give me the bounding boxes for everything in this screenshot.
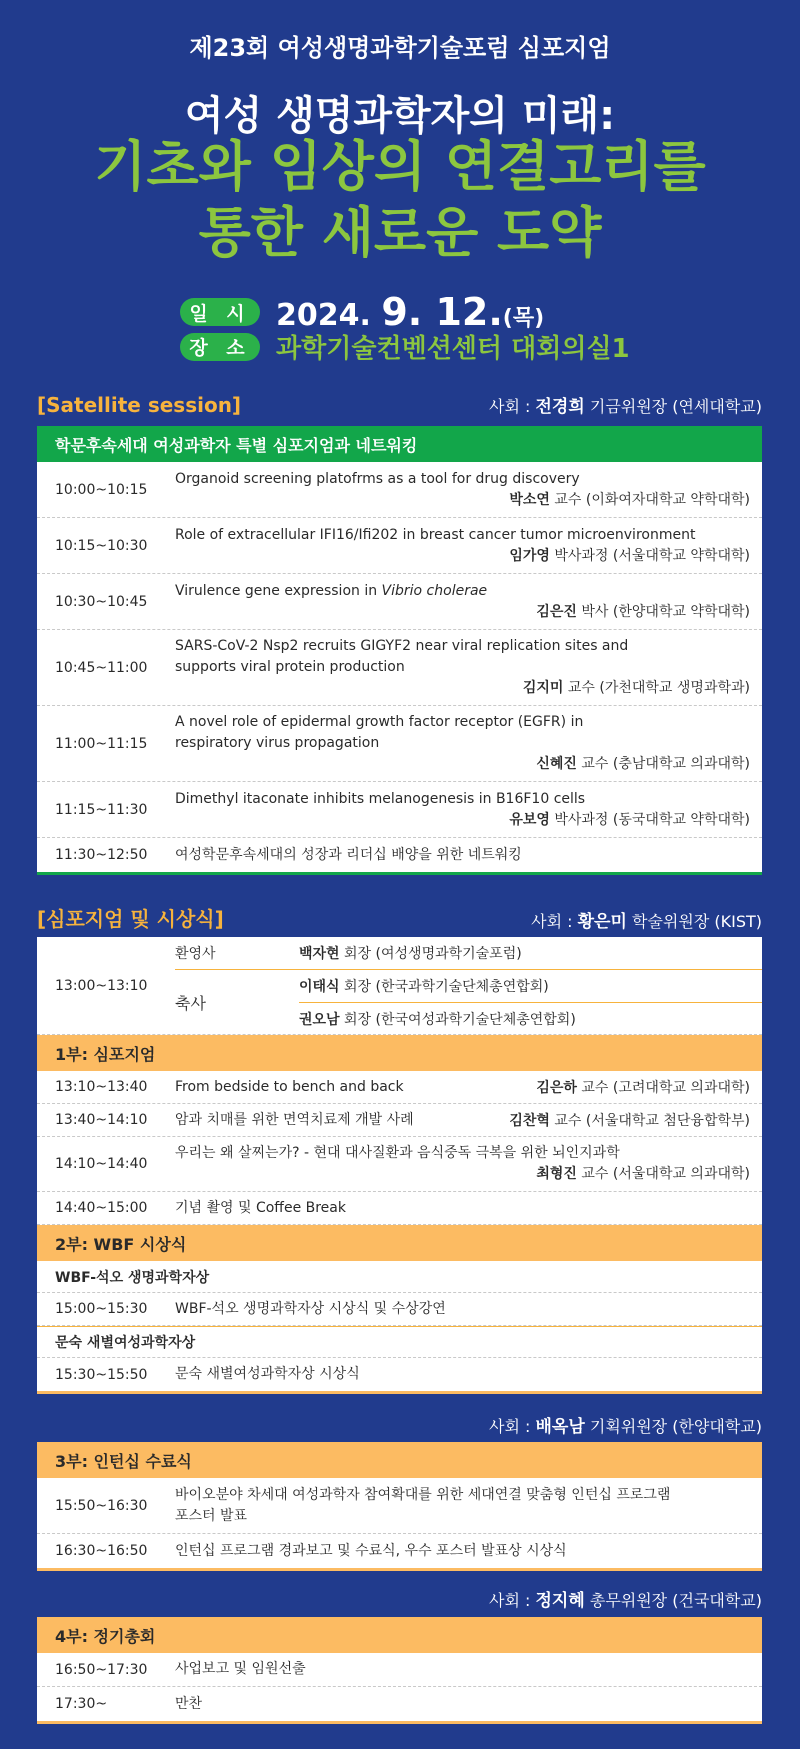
talk-speaker: 유보영 박사과정 (동국대학교 약학대학) — [509, 811, 750, 828]
row-title: 바이오분야 차세대 여성과학자 참여확대를 위한 세대연결 맞춤형 인턴십 프로그램 — [175, 1486, 671, 1503]
talk-speaker: 신혜진 교수 (충남대학교 의과대학) — [536, 756, 750, 772]
table-row — [37, 1358, 762, 1391]
event-subtitle: 제23회 여성생명과학기술포럼 심포지엄 — [189, 34, 611, 62]
congrats-label: 축사 — [175, 993, 206, 1013]
row-title: 기념 촬영 및 Coffee Break — [175, 1199, 346, 1216]
place-info — [180, 328, 630, 365]
talk-title: Organoid screening platofrms as a tool for drug discovery — [175, 470, 580, 487]
welcome-label: 환영사 — [175, 946, 216, 962]
talk-speaker: 임가영 박사과정 (서울대학교 약학대학) — [509, 547, 750, 564]
talk-title: 암과 치매를 위한 면역치료제 개발 사례 — [175, 1111, 414, 1128]
place-pill: 장 소 — [180, 333, 260, 361]
row-title: 만찬 — [175, 1695, 203, 1712]
row-title-cont: 포스터 발표 — [175, 1507, 248, 1524]
row-time: 13:00~13:10 — [55, 977, 148, 994]
table-row — [37, 1104, 762, 1137]
award1-header: WBF-석오 생명과학자상 — [37, 1261, 762, 1293]
event-title-line1: 여성 생명과학자의 미래: — [184, 93, 616, 139]
congrats-row: 이태식 회장 (한국과학기술단체총연합회) — [299, 979, 549, 995]
welcome-row: 환영사 백자현 회장 (여성생명과학기술포럼) — [175, 937, 762, 969]
table-row — [37, 518, 762, 574]
talk-title: Dimethyl itaconate inhibits melanogenesis in B16F10 cells — [175, 790, 586, 807]
satellite-table — [37, 426, 762, 875]
row-title: 사업보고 및 임원선출 — [175, 1661, 306, 1677]
award2-header: 문숙 새별여성과학자상 — [37, 1326, 762, 1358]
table-row — [37, 782, 762, 838]
symposium-label: [심포지엄 및 시상식] — [37, 907, 224, 931]
table-row — [37, 1478, 762, 1534]
talk-speaker: 김찬혁 교수 (서울대학교 첨단융합학부) — [509, 1113, 750, 1129]
row-time: 10:45~11:00 — [55, 659, 148, 676]
part1-bar: 1부: 심포지엄 — [37, 1035, 762, 1071]
event-place: 과학기술컨벤션센터 대회의실1 — [276, 334, 630, 364]
row-title: 문숙 새별여성과학자상 시상식 — [175, 1366, 360, 1382]
talk-speaker: 김은하 교수 (고려대학교 의과대학) — [536, 1080, 750, 1096]
table-row — [37, 1192, 762, 1225]
row-time: 11:15~11:30 — [55, 801, 148, 818]
satellite-host: 사회 : 전경희 기금위원장 (연세대학교) — [489, 397, 762, 417]
talk-speaker: 김지미 교수 (가천대학교 생명과학과) — [522, 680, 750, 696]
row-time: 17:30~ — [55, 1696, 108, 1712]
table-row — [37, 1071, 762, 1104]
row-time: 15:50~16:30 — [55, 1497, 148, 1514]
row-title: WBF-석오 생명과학자상 시상식 및 수상강연 — [175, 1300, 446, 1317]
part2-bar: 2부: WBF 시상식 — [37, 1225, 762, 1261]
date-pill: 일 시 — [180, 298, 260, 326]
event-title-line2: 기초와 임상의 연결고리를 — [94, 135, 706, 198]
row-time: 15:30~15:50 — [55, 1366, 148, 1383]
talk-title-cont: respiratory virus propagation — [175, 735, 380, 751]
table-row — [37, 1687, 762, 1721]
talk-title: From bedside to bench and back — [175, 1078, 404, 1095]
talk-title: 우리는 왜 살찌는가? - 현대 대사질환과 음식중독 극복을 위한 뇌인지과학 — [175, 1145, 620, 1161]
part3-bar: 3부: 인턴십 수료식 — [37, 1442, 762, 1478]
row-time: 15:00~15:30 — [55, 1301, 148, 1317]
row-time: 14:10~14:40 — [55, 1156, 148, 1172]
table-row — [37, 462, 762, 518]
table-row — [37, 1137, 762, 1192]
event-title-highlight — [0, 134, 800, 266]
congrats-row: 권오남 회장 (한국여성과학기술단체총연합회) — [299, 1002, 762, 1034]
opening-block — [37, 937, 762, 1035]
symposium-host: 사회 : 황은미 학술위원장 (KIST) — [531, 912, 762, 932]
row-time: 16:50~17:30 — [55, 1661, 148, 1678]
table-row — [37, 574, 762, 630]
talk-speaker: 최형진 교수 (서울대학교 의과대학) — [536, 1166, 750, 1182]
symposium-table — [37, 937, 762, 1394]
part4-host: 사회 : 정지혜 총무위원장 (건국대학교) — [489, 1591, 762, 1611]
talk-title: Role of extracellular IFI16/Ifi202 in breast cancer tumor microenvironment — [175, 526, 696, 543]
row-time: 10:30~10:45 — [55, 593, 148, 610]
talk-speaker: 김은진 박사 (한양대학교 약학대학) — [536, 603, 750, 620]
date-dow: (목) — [502, 306, 545, 331]
talk-speaker: 박소연 교수 (이화여자대학교 약학대학) — [509, 491, 750, 508]
row-time: 11:30~12:50 — [55, 847, 148, 863]
table-row — [37, 706, 762, 782]
satellite-header — [37, 392, 762, 417]
table-row — [37, 1534, 762, 1568]
talk-title: A novel role of epidermal growth factor receptor (EGFR) in — [175, 714, 584, 730]
satellite-bar: 학문후속세대 여성과학자 특별 심포지엄과 네트워킹 — [37, 426, 762, 462]
event-title-line3: 통한 새로운 도약 — [198, 201, 602, 264]
row-time: 10:00~10:15 — [55, 481, 148, 498]
congrats-group — [175, 969, 762, 1034]
date-year: 2024. — [276, 298, 371, 333]
part4-bar: 4부: 정기총회 — [37, 1617, 762, 1653]
row-time: 13:40~14:10 — [55, 1112, 148, 1128]
symposium-header — [37, 903, 762, 932]
row-title: 인턴십 프로그램 경과보고 및 수료식, 우수 포스터 발표상 시상식 — [175, 1542, 567, 1559]
table-row — [37, 630, 762, 706]
talk-title: Virulence gene expression in Vibrio cholerae — [175, 582, 488, 599]
satellite-label: [Satellite session] — [37, 393, 242, 417]
table-row — [37, 1293, 762, 1326]
row-time: 10:15~10:30 — [55, 537, 148, 554]
row-time: 11:00~11:15 — [55, 735, 148, 752]
row-time: 16:30~16:50 — [55, 1543, 148, 1559]
row-time: 13:10~13:40 — [55, 1079, 148, 1095]
table-row — [37, 838, 762, 872]
table-row — [37, 1653, 762, 1687]
row-title: 여성학문후속세대의 성장과 리더십 배양을 위한 네트워킹 — [175, 846, 522, 863]
talk-title-cont: supports viral protein production — [175, 659, 405, 675]
part3-host: 사회 : 배옥남 기획위원장 (한양대학교) — [489, 1417, 762, 1437]
row-time: 14:40~15:00 — [55, 1200, 148, 1216]
part3-table — [37, 1442, 762, 1571]
date-monthday: 9. 12. — [381, 290, 503, 334]
talk-title: SARS-CoV-2 Nsp2 recruits GIGYF2 near viral replication sites and — [175, 638, 629, 654]
part4-table — [37, 1617, 762, 1724]
